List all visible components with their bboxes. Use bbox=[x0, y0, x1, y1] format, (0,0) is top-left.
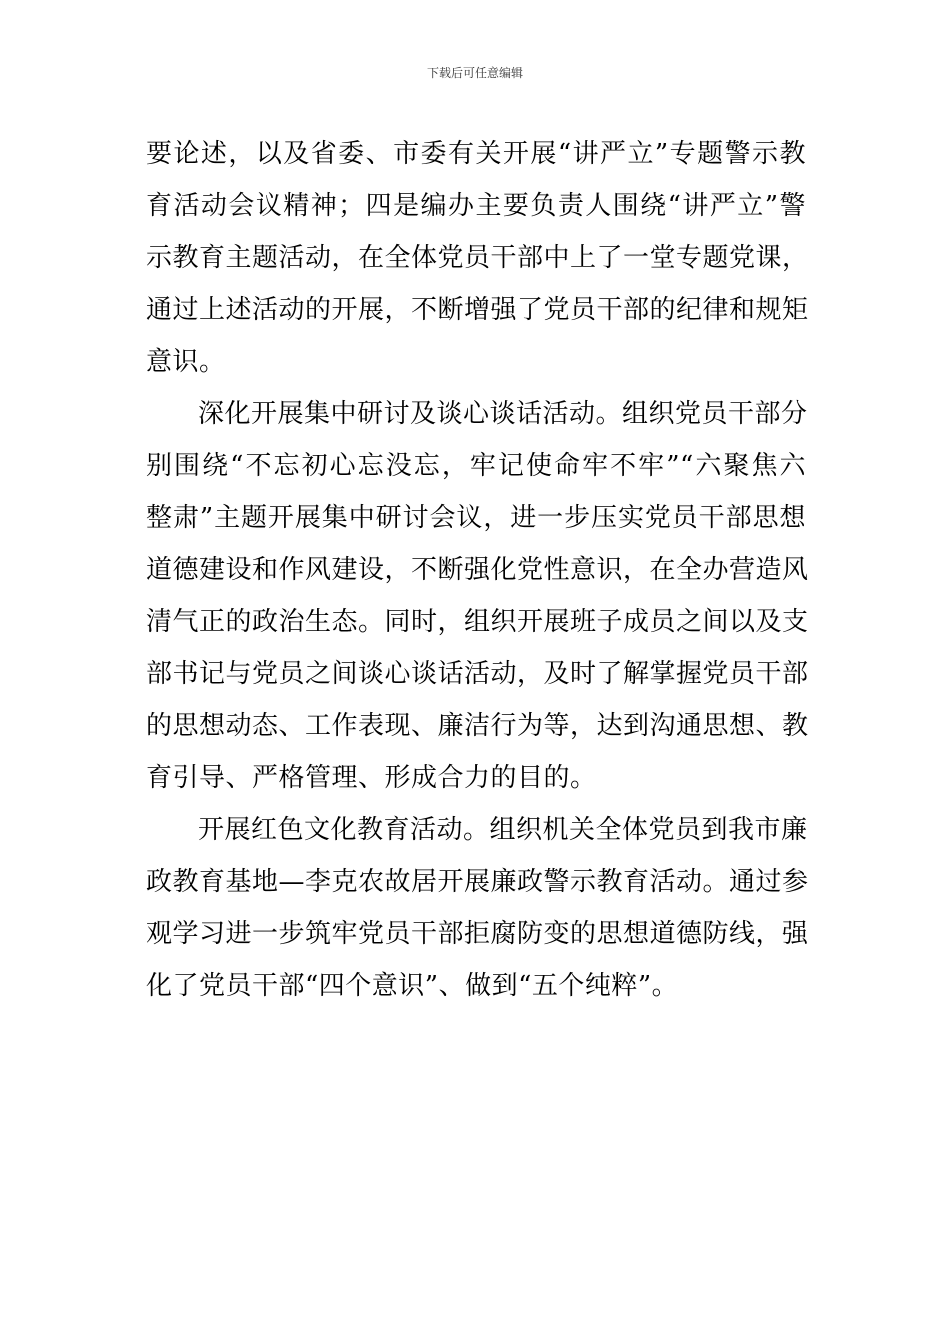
text-line: 政教育基地—李克农故居开展廉政警示教育活动。通过参 bbox=[146, 867, 809, 897]
text-line: 化了党员干部“四个意识”、做到“五个纯粹”。 bbox=[146, 971, 679, 1001]
paragraph-1 bbox=[146, 128, 809, 388]
text-line: 部书记与党员之间谈心谈话活动，及时了解掌握党员干部 bbox=[146, 659, 809, 689]
text-line: 别围绕“不忘初心忘没忘，牢记使命牢不牢”“六聚焦六 bbox=[146, 451, 806, 481]
document-body bbox=[146, 128, 809, 1012]
text-line: 要论述，以及省委、市委有关开展“讲严立”专题警示教 bbox=[146, 139, 806, 169]
text-line: 开展红色文化教育活动。组织机关全体党员到我市廉 bbox=[198, 815, 808, 845]
text-line: 通过上述活动的开展，不断增强了党员干部的纪律和规矩 bbox=[146, 295, 809, 325]
paragraph-2 bbox=[146, 388, 809, 804]
text-line: 道德建设和作风建设，不断强化党性意识，在全办营造风 bbox=[146, 555, 809, 585]
text-line: 观学习进一步筑牢党员干部拒腐防变的思想道德防线，强 bbox=[146, 919, 809, 949]
text-line: 深化开展集中研讨及谈心谈话活动。组织党员干部分 bbox=[198, 399, 808, 429]
text-line: 整肃”主题开展集中研讨会议，进一步压实党员干部思想 bbox=[146, 503, 806, 533]
text-line: 示教育主题活动，在全体党员干部中上了一堂专题党课， bbox=[146, 243, 809, 273]
text-line: 育引导、严格管理、形成合力的目的。 bbox=[146, 763, 597, 793]
header-note: 下载后可任意编辑 bbox=[426, 66, 523, 80]
paragraph-3 bbox=[146, 804, 809, 1012]
text-line: 育活动会议精神；四是编办主要负责人围绕“讲严立”警 bbox=[146, 191, 806, 221]
text-line: 清气正的政治生态。同时，组织开展班子成员之间以及支 bbox=[146, 607, 809, 637]
text-line: 的思想动态、工作表现、廉洁行为等，达到沟通思想、教 bbox=[146, 711, 809, 741]
text-line: 意识。 bbox=[146, 347, 226, 377]
